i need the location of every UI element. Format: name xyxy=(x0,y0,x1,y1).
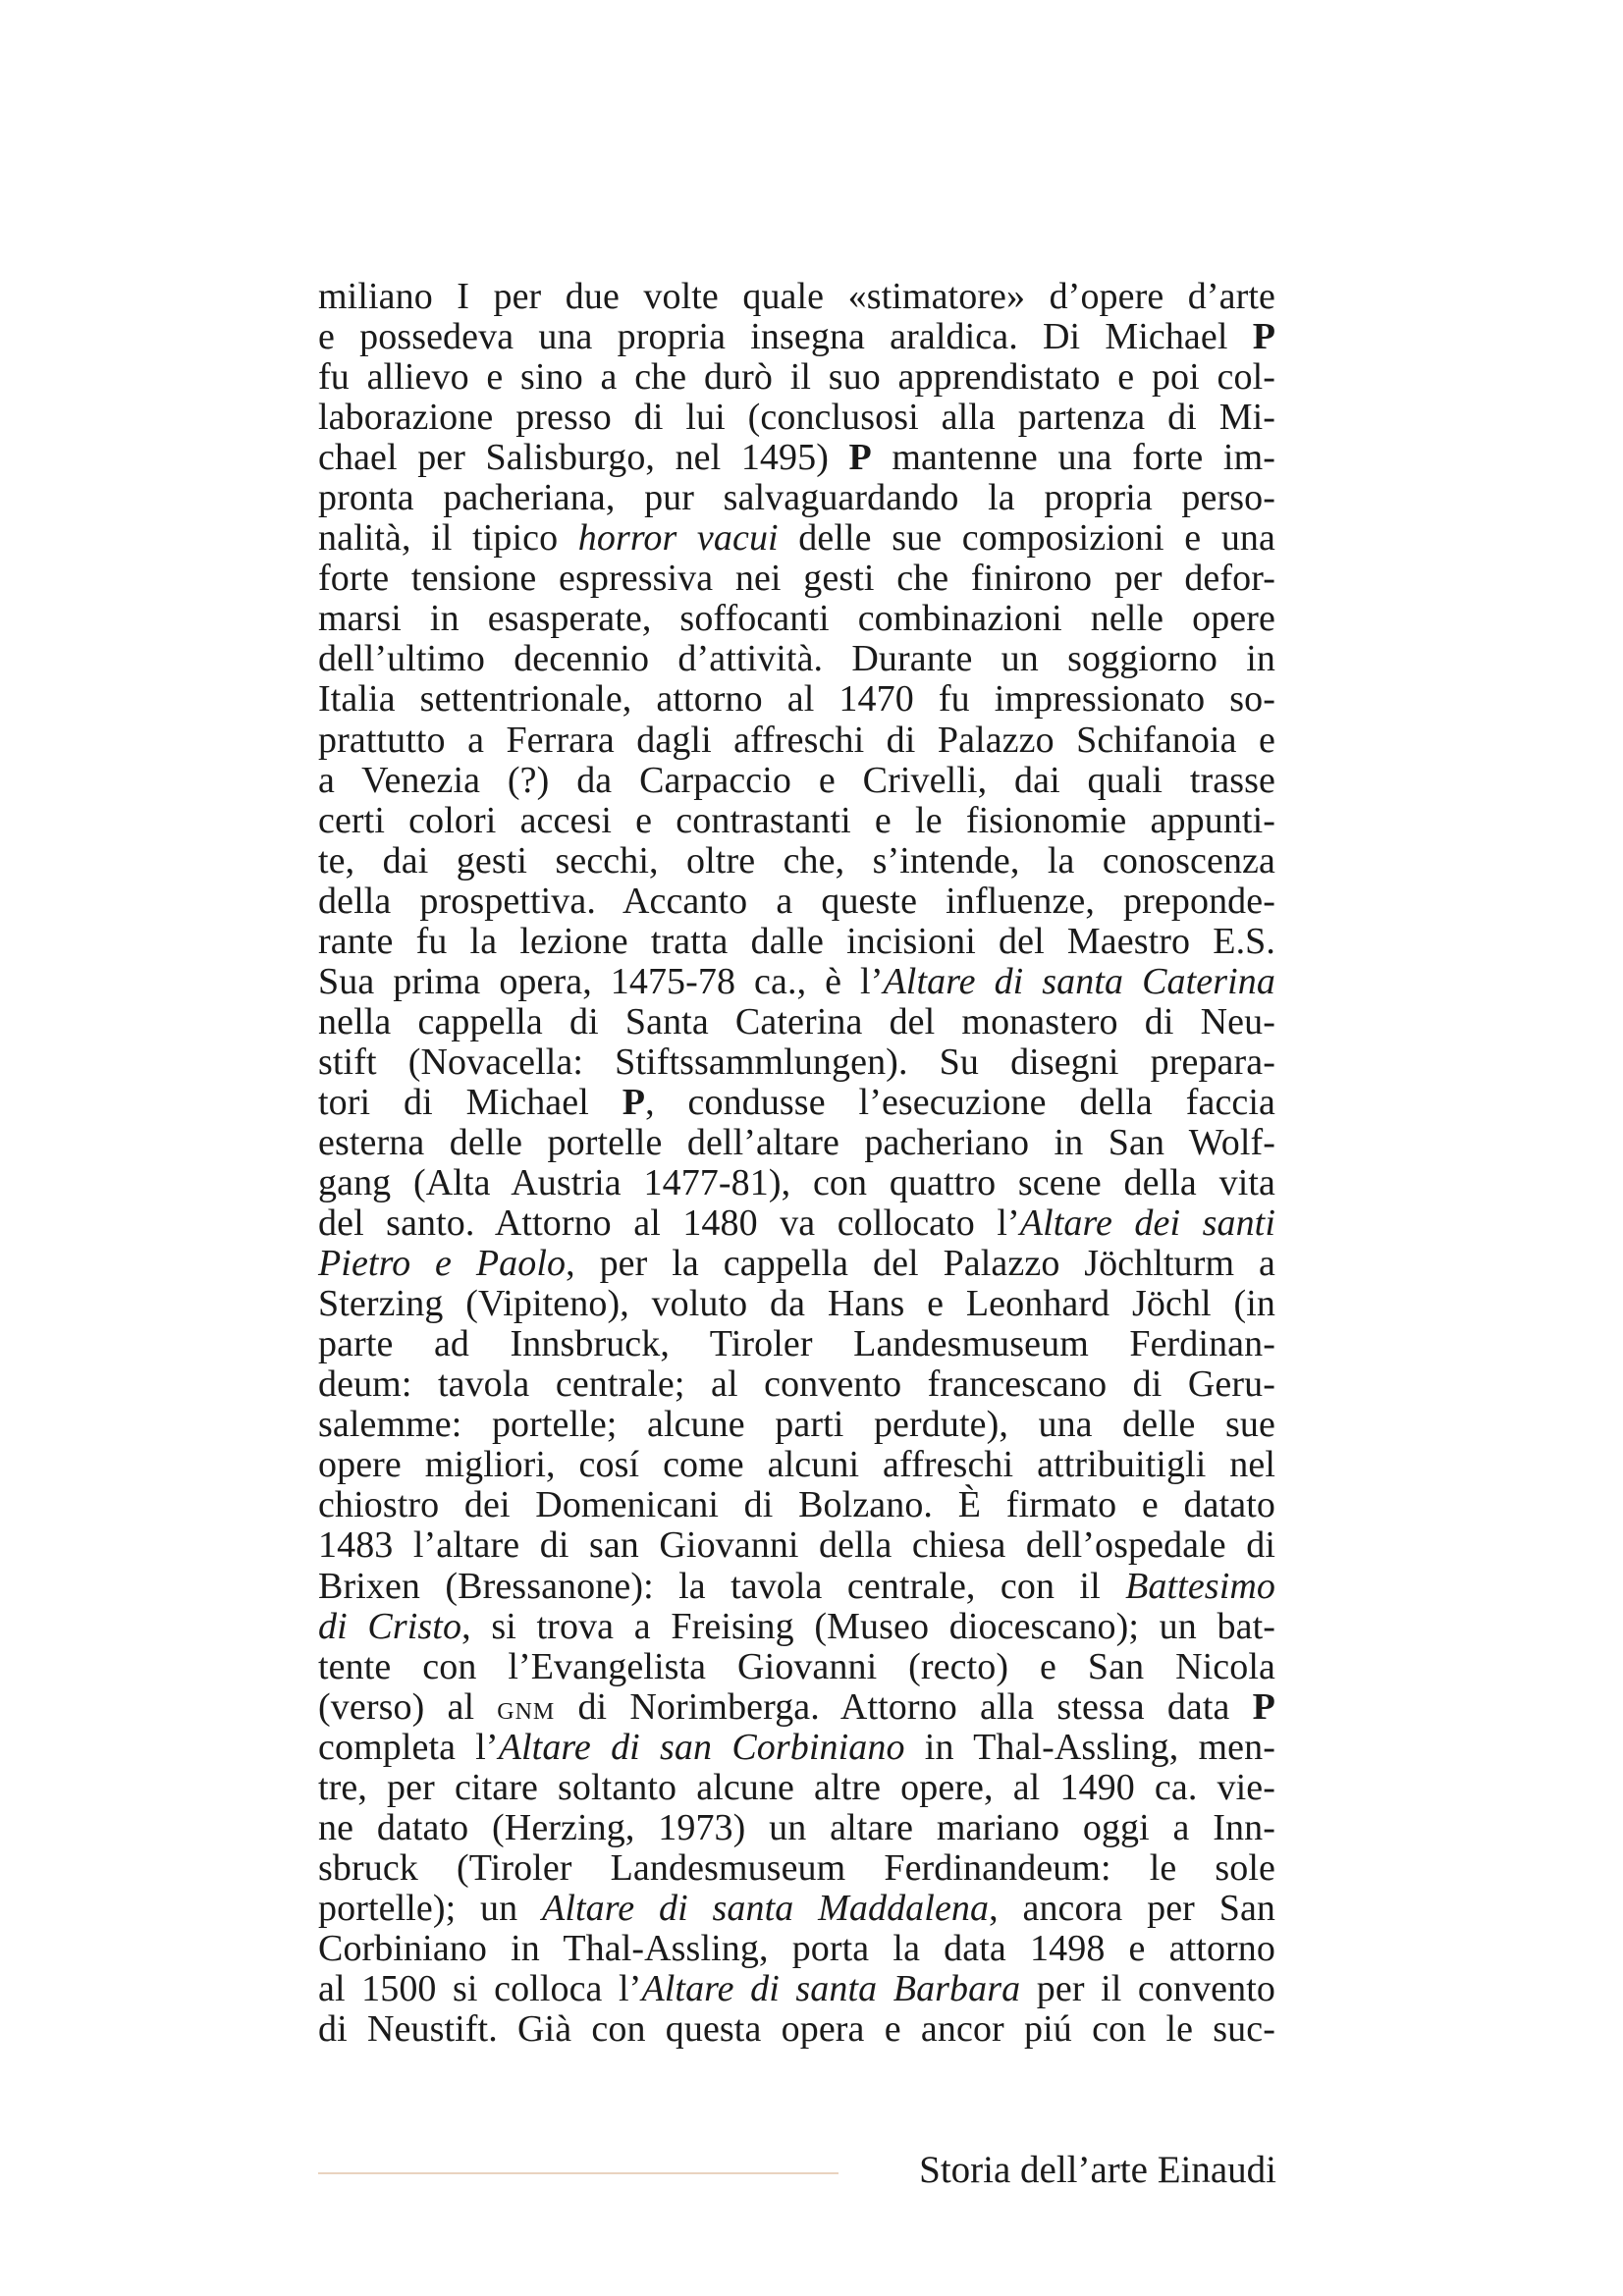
text-segment: pronta pacheriana, pur salvaguardando la propria perso- xyxy=(318,477,1275,519)
text-line xyxy=(318,1567,1275,1607)
text-segment: delle sue composizioni e una xyxy=(778,517,1275,560)
text-line xyxy=(318,2009,1275,2050)
text-segment: certi colori accesi e contrastanti e le fisionomie appunti- xyxy=(318,799,1275,841)
text-line xyxy=(318,1848,1275,1889)
text-segment: al 1500 si colloca l’ xyxy=(318,1967,642,2009)
artist-initial: P xyxy=(848,437,872,479)
artist-initial: P xyxy=(1252,1685,1275,1728)
text-segment: laborazione presso di lui (conclusosi alla partenza di Mi- xyxy=(318,397,1275,439)
text-line xyxy=(318,357,1275,398)
text-line xyxy=(318,1083,1275,1123)
text-line xyxy=(318,1525,1275,1566)
text-segment: Sua prima opera, 1475-78 ca., è l’ xyxy=(318,960,884,1002)
text-segment: forte tensione espressiva nei gesti che finirono per defor- xyxy=(318,558,1275,600)
text-line xyxy=(318,277,1275,317)
text-segment: nalità, il tipico xyxy=(318,517,578,560)
text-segment: parte ad Innsbruck, Tiroler Landesmuseum Ferdinan- xyxy=(318,1323,1275,1365)
text-line xyxy=(318,599,1275,639)
text-line xyxy=(318,1405,1275,1445)
text-line xyxy=(318,1768,1275,1808)
italic-title: Altare di santa Maddalena xyxy=(542,1887,990,1929)
text-segment: miliano I per due volte quale «stimatore» d’opere d’arte xyxy=(318,276,1275,317)
artist-initial: P xyxy=(1252,316,1275,358)
text-segment: esterna delle portelle dell’altare pacheriano in San Wolf- xyxy=(318,1121,1275,1163)
text-line xyxy=(318,1324,1275,1364)
text-segment: tre, per citare soltanto alcune altre opere, al 1490 ca. vie- xyxy=(318,1766,1275,1808)
text-segment: chael per Salisburgo, nel 1495) xyxy=(318,437,849,479)
text-line xyxy=(318,1647,1275,1687)
text-line xyxy=(318,317,1275,357)
text-segment: salemme: portelle; alcune parti perdute), una delle sue xyxy=(318,1404,1275,1446)
text-line xyxy=(318,1728,1275,1768)
text-segment: a Venezia (?) da Carpaccio e Crivelli, dai quali trasse xyxy=(318,759,1275,801)
text-segment: chiostro dei Domenicani di Bolzano. È firmato e datato xyxy=(318,1484,1275,1526)
text-segment: (verso) al xyxy=(318,1685,498,1728)
italic-title: Altare dei santi xyxy=(1019,1202,1275,1245)
text-line xyxy=(318,1123,1275,1163)
text-line xyxy=(318,1203,1275,1244)
text-segment: prattutto a Ferrara dagli affreschi di Palazzo Schifanoia e xyxy=(318,719,1275,761)
text-segment: marsi in esasperate, soffocanti combinazioni nelle opere xyxy=(318,598,1275,640)
text-line xyxy=(318,639,1275,679)
text-line xyxy=(318,1687,1275,1728)
text-line xyxy=(318,761,1275,801)
text-segment: stift (Novacella: Stiftssammlungen). Su disegni prepara- xyxy=(318,1041,1275,1083)
text-segment: Corbiniano in Thal-Assling, porta la data 1498 e attorno xyxy=(318,1927,1275,1969)
text-segment: mantenne una forte im- xyxy=(871,437,1275,479)
text-segment: Brixen (Bressanone): la tavola centrale, con il xyxy=(318,1565,1126,1607)
text-segment: in Thal-Assling, men- xyxy=(904,1726,1275,1768)
text-line xyxy=(318,721,1275,761)
text-segment: ne datato (Herzing, 1973) un altare mariano oggi a Inn- xyxy=(318,1806,1275,1848)
text-segment: tori di Michael xyxy=(318,1081,622,1123)
text-segment: , condusse l’esecuzione della faccia xyxy=(645,1081,1275,1123)
text-segment: , per la cappella del Palazzo Jöchlturm a xyxy=(566,1243,1275,1285)
italic-title: Altare di santa Barbara xyxy=(641,1967,1021,2009)
museum-abbreviation: gnm xyxy=(497,1689,556,1727)
text-segment: te, dai gesti secchi, oltre che, s’intende, la conoscenza xyxy=(318,839,1275,881)
text-segment: rante fu la lezione tratta dalle incisioni del Maestro E.S. xyxy=(318,920,1275,962)
text-line xyxy=(318,1969,1275,2009)
italic-title: horror vacui xyxy=(577,517,779,560)
text-line xyxy=(318,1364,1275,1405)
text-line xyxy=(318,1002,1275,1042)
text-segment: portelle); un xyxy=(318,1887,543,1929)
text-segment: dell’ultimo decennio d’attività. Durante un soggiorno in xyxy=(318,638,1275,680)
text-line xyxy=(318,478,1275,518)
text-segment: deum: tavola centrale; al convento francescano di Geru- xyxy=(318,1363,1275,1406)
italic-title: Pietro e Paolo xyxy=(318,1243,567,1285)
text-segment: completa l’ xyxy=(318,1726,499,1768)
text-line xyxy=(318,1889,1275,1929)
text-line xyxy=(318,1284,1275,1324)
text-line xyxy=(318,922,1275,962)
text-line xyxy=(318,962,1275,1002)
text-line xyxy=(318,438,1275,478)
text-line xyxy=(318,1163,1275,1203)
text-segment: sbruck (Tiroler Landesmuseum Ferdinandeum: le sole xyxy=(318,1846,1275,1889)
text-segment: nella cappella di Santa Caterina del monastero di Neu- xyxy=(318,1000,1275,1042)
text-line xyxy=(318,559,1275,599)
italic-title: Battesimo xyxy=(1125,1565,1275,1607)
text-line xyxy=(318,518,1275,559)
text-segment: di Norimberga. Attorno alla stessa data xyxy=(555,1685,1253,1728)
text-segment: della prospettiva. Accanto a queste influenze, preponde- xyxy=(318,880,1275,922)
text-segment: Italia settentrionale, attorno al 1470 fu impressionato so- xyxy=(318,678,1275,721)
artist-initial: P xyxy=(622,1081,646,1123)
text-segment: per il convento xyxy=(1020,1967,1276,2009)
text-segment: Sterzing (Vipiteno), voluto da Hans e Leonhard Jöchl (in xyxy=(318,1283,1275,1325)
footer-title: Storia dell’arte Einaudi xyxy=(919,2149,1276,2191)
text-line xyxy=(318,1808,1275,1848)
text-line xyxy=(318,841,1275,881)
text-line xyxy=(318,801,1275,841)
italic-title: Altare di san Corbiniano xyxy=(498,1726,905,1768)
text-line xyxy=(318,1042,1275,1083)
text-segment: gang (Alta Austria 1477-81), con quattro scene della vita xyxy=(318,1162,1275,1204)
text-segment: , ancora per San xyxy=(989,1887,1276,1929)
text-line xyxy=(318,1607,1275,1647)
body-text xyxy=(318,277,1275,2050)
text-segment: del santo. Attorno al 1480 va collocato l’ xyxy=(318,1202,1020,1245)
italic-title: Altare di santa Caterina xyxy=(883,960,1275,1002)
text-segment: opere migliori, cosí come alcuni affreschi attribuitigli nel xyxy=(318,1444,1275,1486)
text-line xyxy=(318,1244,1275,1284)
text-line xyxy=(318,398,1275,438)
text-segment: tente con l’Evangelista Giovanni (recto) e San Nicola xyxy=(318,1645,1275,1687)
text-segment: fu allievo e sino a che durò il suo apprendistato e poi col- xyxy=(318,356,1275,399)
text-segment: di Neustift. Già con questa opera e ancor piú con le suc- xyxy=(318,2008,1275,2051)
text-segment: 1483 l’altare di san Giovanni della chiesa dell’ospedale di xyxy=(318,1524,1275,1567)
text-segment: e possedeva una propria insegna araldica. Di Michael xyxy=(318,316,1253,358)
text-line xyxy=(318,1445,1275,1485)
text-line xyxy=(318,1929,1275,1969)
text-line xyxy=(318,1485,1275,1525)
footer-rule xyxy=(318,2172,839,2174)
italic-title: di Cristo xyxy=(318,1605,462,1647)
text-line xyxy=(318,679,1275,720)
text-segment: , si trova a Freising (Museo diocescano); un bat- xyxy=(461,1605,1275,1647)
text-line xyxy=(318,881,1275,922)
